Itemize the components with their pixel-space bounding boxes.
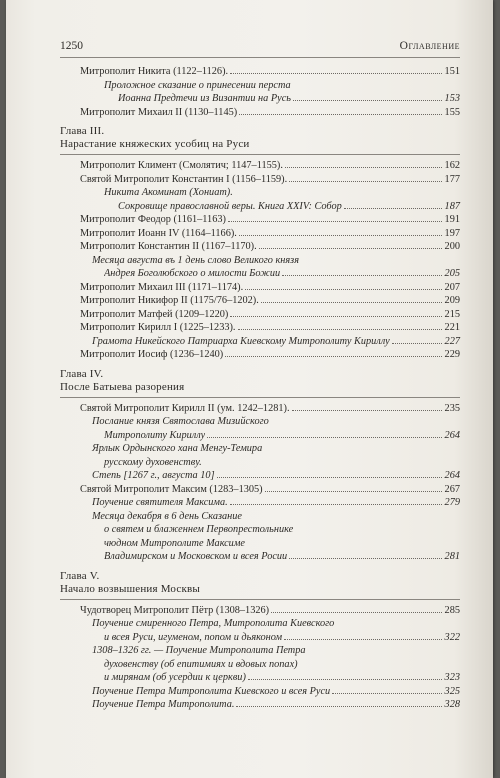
- running-header: [60, 40, 460, 58]
- toc-subentry-line: Послание князя Святослава Мизийского: [92, 416, 269, 427]
- toc-entry: Митрополит Константин II (1167–1170). 200: [80, 241, 460, 252]
- chapter-5: [60, 570, 460, 712]
- chapter-number: Глава IV.: [60, 367, 104, 380]
- toc-subentry: Владимирском и Московском и всея Росии 281: [104, 551, 460, 562]
- chapter-title: Начало возвышения Москвы: [60, 583, 460, 600]
- toc-entry: Митрополит Никита (1122–1126). 151: [80, 66, 460, 77]
- toc-entry: Чудотворец Митрополит Пётр (1308–1326) 285: [80, 604, 460, 616]
- toc-subentry-line: Ярлык Ордынского хана Менгу-Темира: [92, 443, 263, 454]
- toc-subentry: Грамота Никейского Патриарха Киевскому Митрополиту Кириллу 227: [92, 335, 460, 347]
- toc-subentry: и всея Руси, игуменом, попом и дьяконом 322: [104, 631, 460, 643]
- toc-subentry-line: Месяца августа въ 1 день слово Великого князя: [92, 254, 299, 266]
- toc-subentry: Андрея Боголюбского о милости Божии 205: [104, 268, 460, 279]
- toc-entry: Митрополит Михаил III (1171–1174). 207: [80, 281, 460, 293]
- toc-content: [60, 40, 460, 712]
- page-number: 1250: [60, 40, 83, 52]
- toc-entry: Митрополит Климент (Смолятич; 1147–1155). 162: [80, 160, 460, 171]
- toc-entry: Митрополит Иосиф (1236–1240) 229: [80, 349, 460, 360]
- chapter-number: Глава III.: [60, 125, 105, 137]
- running-title: Оглавление: [399, 40, 460, 52]
- toc-entry: Митрополит Кирилл I (1225–1233). 221: [80, 322, 460, 333]
- toc-subentry: Поучение Петра Митрополита. 328: [92, 699, 460, 710]
- chapter-4: [60, 368, 460, 564]
- toc-subentry-line: Месяца декабря в 6 день Сказание: [92, 510, 242, 522]
- toc-subentry-line: Поучение смиренного Петра, Митрополита Киевского: [92, 618, 335, 629]
- toc-subentry: Сокровище православной веры. Книга XXIV: Собор 187: [118, 200, 460, 212]
- toc-subentry: Митрополиту Кириллу 264: [104, 429, 460, 441]
- toc-subentry-line: Проложное сказание о принесении перста: [104, 79, 291, 91]
- chapter-title: Нарастание княжеских усобиц на Руси: [60, 138, 460, 155]
- toc-subentry-line: русскому духовенству.: [104, 456, 202, 468]
- toc-subentry-line: чюдном Митрополите Максиме: [104, 537, 245, 549]
- toc-entry: Митрополит Матфей (1209–1220) 215: [80, 308, 460, 320]
- toc-entry: Митрополит Михаил II (1130–1145) 155: [80, 106, 460, 118]
- toc-entry: Святой Митрополит Максим (1283–1305) 267: [80, 483, 460, 495]
- toc-subentry-line: 1308–1326 гг. — Поучение Митрополита Петра: [92, 645, 306, 656]
- toc-subentry: Степь [1267 г., августа 10] 264: [92, 470, 460, 481]
- toc-entry: Митрополит Феодор (1161–1163) 191: [80, 214, 460, 225]
- chapter-number: Глава V.: [60, 569, 100, 582]
- toc-subentry-line: о святем и блаженнем Первопрестольнике: [104, 524, 294, 535]
- toc-subentry-line: духовенству (об епитимиях и вдовых попах): [104, 658, 298, 670]
- toc-subentry: и мирянам (об усердии к церкви) 323: [104, 672, 460, 683]
- toc-entry: Митрополит Иоанн IV (1164–1166). 197: [80, 227, 460, 239]
- toc-subentry: Поучение Петра Митрополита Киевского и всея Руси 325: [92, 685, 460, 697]
- chapter-title: После Батыева разорения: [60, 381, 460, 398]
- toc-subentry: Поучение святителя Максима. 279: [92, 497, 460, 508]
- toc-entry: Святой Митрополит Константин I (1156–1159). 177: [80, 173, 460, 185]
- toc-entry: Митрополит Никифор II (1175/76–1202). 209: [80, 295, 460, 306]
- toc-subentry: Иоанна Предтечи из Византии на Русь 153: [118, 93, 460, 104]
- book-page: [6, 0, 493, 778]
- chapter-3: [60, 125, 460, 362]
- toc-subentry-line: Никита Акоминат (Хониат).: [104, 187, 233, 198]
- toc-entry: Святой Митрополит Кирилл II (ум. 1242–1281). 235: [80, 402, 460, 414]
